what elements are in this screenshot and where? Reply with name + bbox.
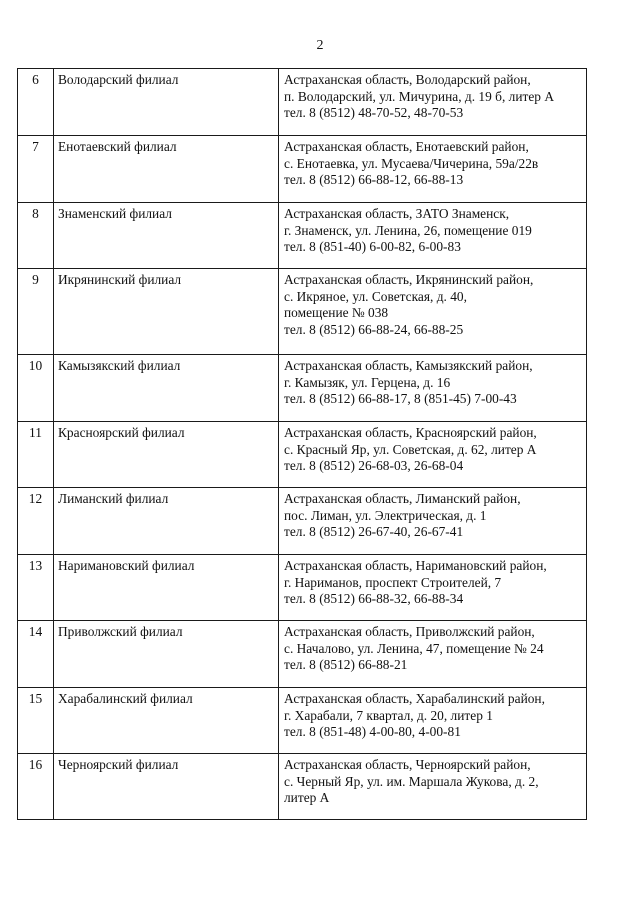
address-line: тел. 8 (8512) 66-88-24, 66-88-25 (284, 321, 464, 337)
address-line: тел. 8 (8512) 66-88-17, 8 (851-45) 7-00-43 (284, 391, 517, 406)
table-row (18, 621, 587, 688)
branch-address (279, 422, 587, 488)
page-number: 2 (316, 38, 324, 53)
table-row (18, 269, 587, 355)
address-line: Астраханская область, Володарский район, (284, 72, 531, 87)
branch-table-body (18, 69, 587, 820)
branch-name: Наримановский филиал (54, 555, 279, 621)
address-line: с. Красный Яр, ул. Советская, д. 62, литер А (284, 441, 537, 457)
row-number: 7 (18, 136, 54, 203)
row-number: 11 (18, 422, 54, 488)
row-number: 9 (18, 269, 54, 355)
branch-name: Харабалинский филиал (54, 688, 279, 754)
branch-address (279, 269, 587, 355)
address-line: пос. Лиман, ул. Электрическая, д. 1 (284, 507, 487, 523)
address-line: тел. 8 (851-40) 6-00-82, 6-00-83 (284, 239, 461, 254)
table-row (18, 488, 587, 555)
branch-name: Володарский филиал (54, 69, 279, 136)
address-line: Астраханская область, Икрянинский район, (284, 272, 534, 287)
address-line: Астраханская область, Приволжский район, (284, 624, 535, 639)
branch-address (279, 69, 587, 136)
branch-address (279, 555, 587, 621)
row-number: 13 (18, 555, 54, 621)
address-line: Астраханская область, Черноярский район, (284, 757, 531, 772)
branch-name: Камызякский филиал (54, 355, 279, 422)
address-line: с. Енотаевка, ул. Мусаева/Чичерина, 59а/22в (284, 155, 539, 171)
address-line: г. Камызяк, ул. Герцена, д. 16 (284, 374, 451, 390)
address-line: Астраханская область, Камызякский район, (284, 358, 533, 373)
branch-table (17, 68, 587, 820)
branch-address (279, 355, 587, 422)
address-line: тел. 8 (8512) 66-88-32, 66-88-34 (284, 591, 464, 606)
branch-name: Знаменский филиал (54, 203, 279, 269)
address-line: с. Началово, ул. Ленина, 47, помещение № 24 (284, 640, 544, 656)
branch-name: Енотаевский филиал (54, 136, 279, 203)
branch-name: Лиманский филиал (54, 488, 279, 555)
table-row (18, 203, 587, 269)
branch-address (279, 754, 587, 820)
branch-name: Приволжский филиал (54, 621, 279, 688)
row-number: 15 (18, 688, 54, 754)
address-line: Астраханская область, Лиманский район, (284, 491, 521, 506)
branch-address (279, 621, 587, 688)
row-number: 12 (18, 488, 54, 555)
address-line: с. Черный Яр, ул. им. Маршала Жукова, д. 2, (284, 773, 539, 789)
table-row (18, 355, 587, 422)
branch-name: Красноярский филиал (54, 422, 279, 488)
row-number: 16 (18, 754, 54, 820)
table-row (18, 688, 587, 754)
branch-address (279, 488, 587, 555)
table-row (18, 555, 587, 621)
row-number: 14 (18, 621, 54, 688)
address-line: Астраханская область, Енотаевский район, (284, 139, 529, 154)
address-line: г. Харабали, 7 квартал, д. 20, литер 1 (284, 707, 493, 723)
address-line: Астраханская область, Красноярский район, (284, 425, 537, 440)
address-line: п. Володарский, ул. Мичурина, д. 19 б, литер А (284, 88, 554, 104)
address-line: тел. 8 (8512) 48-70-52, 48-70-53 (284, 105, 464, 120)
branch-name: Икрянинский филиал (54, 269, 279, 355)
row-number: 10 (18, 355, 54, 422)
table-row (18, 136, 587, 203)
address-line: тел. 8 (8512) 66-88-12, 66-88-13 (284, 172, 464, 187)
row-number: 6 (18, 69, 54, 136)
address-line: помещение № 038 (284, 305, 389, 320)
address-line: г. Знаменск, ул. Ленина, 26, помещение 019 (284, 222, 532, 238)
address-line: Астраханская область, Харабалинский район, (284, 691, 545, 706)
address-line: тел. 8 (851-48) 4-00-80, 4-00-81 (284, 724, 461, 739)
address-line: Астраханская область, Наримановский район, (284, 558, 547, 573)
address-line: литер А (284, 790, 330, 805)
address-line: тел. 8 (8512) 26-68-03, 26-68-04 (284, 458, 464, 473)
table-row (18, 754, 587, 820)
address-line: тел. 8 (8512) 66-88-21 (284, 657, 408, 672)
address-line: тел. 8 (8512) 26-67-40, 26-67-41 (284, 524, 464, 539)
table-row (18, 69, 587, 136)
address-line: Астраханская область, ЗАТО Знаменск, (284, 206, 510, 221)
row-number: 8 (18, 203, 54, 269)
branch-address (279, 203, 587, 269)
address-line: с. Икряное, ул. Советская, д. 40, (284, 288, 467, 304)
branch-address (279, 136, 587, 203)
branch-address (279, 688, 587, 754)
table-row (18, 422, 587, 488)
branch-name: Черноярский филиал (54, 754, 279, 820)
address-line: г. Нариманов, проспект Строителей, 7 (284, 574, 502, 590)
